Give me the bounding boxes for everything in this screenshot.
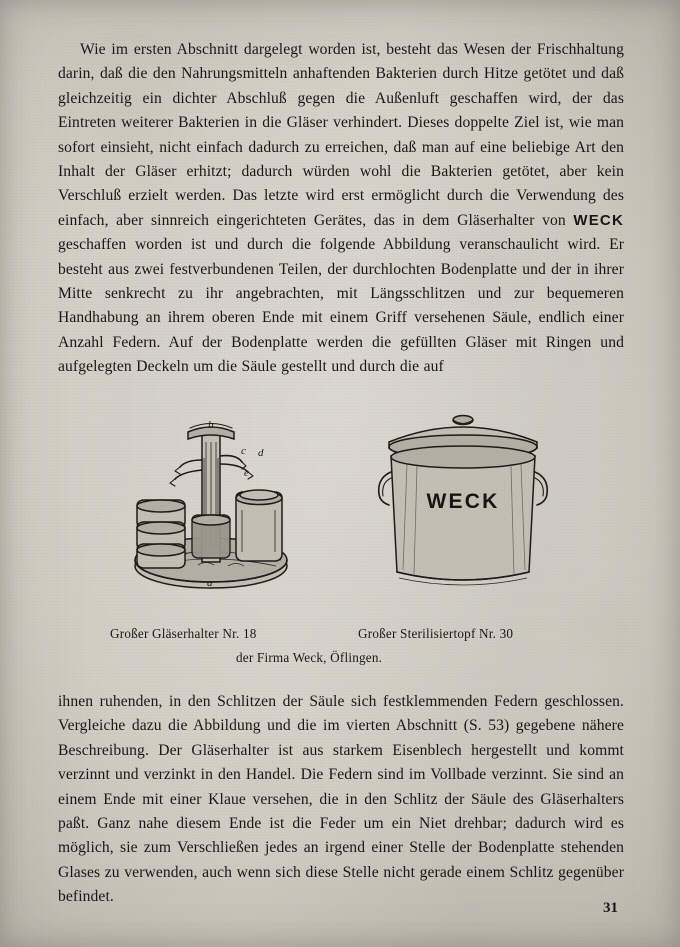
sterilisiertopf-illustration bbox=[363, 400, 563, 605]
figure-label-e: e bbox=[244, 467, 249, 479]
paragraph-top-text-part1: Wie im ersten Abschnitt dargelegt worden ist, besteht das Wesen der Frischhaltung darin, daß die den Nahrungsmitteln anhaftenden Bakterien durch Hitze getötet und daß gleichzeitig ein dichter Abschluß gegen die Außenluft geschaffen wird, der das Eintreten weiterer Bakterien in die Gläser verhindert. Dieses doppelte Ziel ist, wie man sofort einsieht, nicht einfach dadurch zu erreichen, daß man auf eine beliebige Art den Inhalt der Gläser erhitzt; dadurch würden wohl die Bakterien getötet, aber kein Verschluß erzielt werden. Das letzte wird erst ermöglicht durch die Verwendung des einfach, aber sinnreich eingerichteten Gerätes, das in dem Gläserhalter von bbox=[58, 41, 624, 229]
paragraph-bottom bbox=[58, 690, 624, 910]
figure-label-a: a bbox=[207, 577, 213, 589]
figure-caption-firm: der Firma Weck, Öflingen. bbox=[236, 650, 383, 665]
figure-caption-right: Großer Sterilisiertopf Nr. 30 bbox=[358, 626, 514, 641]
pot-brand-label: WECK bbox=[426, 490, 500, 513]
page-content bbox=[58, 0, 624, 947]
figure-label-c: c bbox=[241, 445, 246, 457]
glaeserhalter-illustration bbox=[106, 398, 316, 603]
figure-label-b: b bbox=[208, 419, 214, 431]
paragraph-top bbox=[58, 38, 624, 379]
paragraph-bottom-text: ihnen ruhenden, in den Schlitzen der Säule sich festklemmenden Federn geschlossen. Vergleiche dazu die Abbildung und die im vierten Abschnitt (S. 53) gegebene nähere Beschreibung. Der Gläserhalter ist aus starkem Eisenblech hergestellt und kommt verzinnt und verzinkt in den Handel. Die Federn sind im Vollbade verzinnt. Sie sind an einem Ende mit einer Klaue versehen, die in den Schlitz der Säule des Gläserhalters paßt. Ganz nahe diesem Ende ist die Feder um ein Niet drehbar; dadurch wird es möglich, sie zum Verschließen jedes an irgend einer Stelle der Bodenplatte stehenden Glases zu verwenden, auch wenn sich diese Stelle nicht gerade einem Schlitz gegenüber befindet. bbox=[58, 693, 624, 906]
page-number: 31 bbox=[603, 900, 618, 916]
figure-caption-left: Großer Gläserhalter Nr. 18 bbox=[110, 626, 257, 641]
figure-block bbox=[58, 398, 624, 678]
brand-weck-inline: WECK bbox=[573, 211, 624, 229]
figure-label-d: d bbox=[258, 447, 264, 459]
paragraph-top-text-part2: geschaffen worden ist und durch die folgende Abbildung veranschaulicht wird. Er besteht aus zwei festverbundenen Teilen, der durchlochten Bodenplatte und der in ihrer Mitte senkrecht zu ihr angebrachten, mit Längsschlitzen und zur bequemeren Handhabung an ihrem oberen Ende mit einem Griff versehenen Säule, endlich einer Anzahl Federn. Auf der Bodenplatte werden die gefüllten Gläser mit Ringen und aufgelegten Deckeln um die Säule gestellt und durch die auf bbox=[58, 236, 624, 376]
